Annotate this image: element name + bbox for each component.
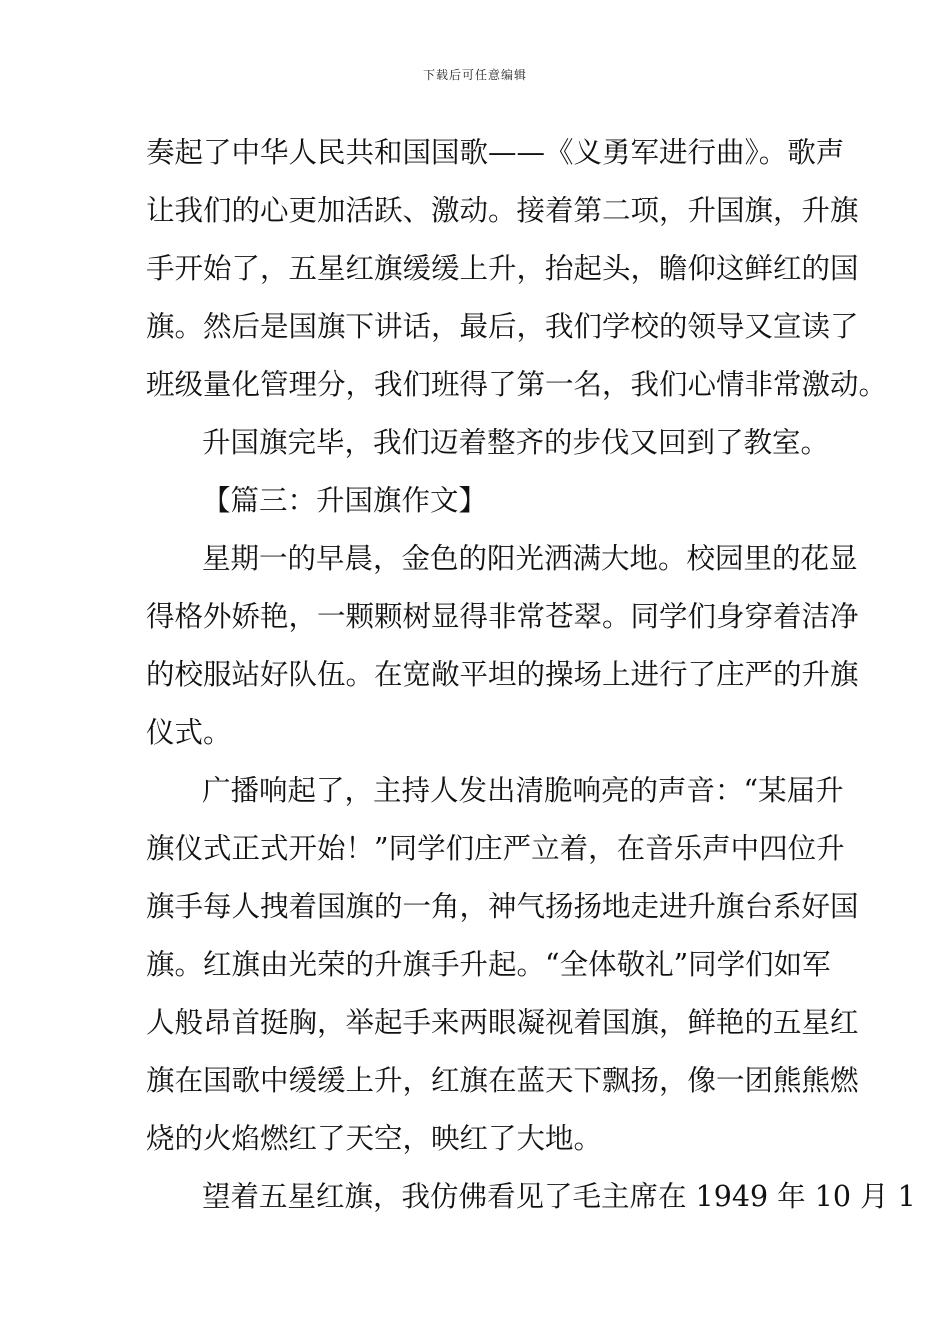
text-line: 旗。然后是国旗下讲话，最后，我们学校的领导又宣读了 bbox=[146, 310, 859, 343]
text-line: 广播响起了，主持人发出清脆响亮的声音：“某届升 bbox=[202, 774, 844, 807]
text-line: 旗仪式正式开始！”同学们庄严立着，在音乐声中四位升 bbox=[146, 832, 845, 865]
text-line: 望着五星红旗，我仿佛看见了毛主席在 1949 年 10 月 1 bbox=[202, 1180, 916, 1213]
text-line: 得格外娇艳，一颗颗树显得非常苍翠。同学们身穿着洁净 bbox=[146, 600, 859, 633]
text-line: 班级量化管理分，我们班得了第一名，我们心情非常激动。 bbox=[146, 368, 888, 401]
page-header: 下载后可任意编辑 bbox=[422, 68, 527, 82]
section-heading: 【篇三：升国旗作文】 bbox=[202, 484, 488, 517]
text-line: 让我们的心更加活跃、激动。接着第二项，升国旗，升旗 bbox=[146, 194, 859, 227]
text-line: 旗在国歌中缓缓上升，红旗在蓝天下飘扬，像一团熊熊燃 bbox=[146, 1064, 859, 1097]
text-line: 旗。红旗由光荣的升旗手升起。“全体敬礼”同学们如军 bbox=[146, 948, 831, 981]
text-line: 烧的火焰燃红了天空，映红了大地。 bbox=[146, 1122, 603, 1155]
text-line: 奏起了中华人民共和国国歌——《义勇军进行曲》。歌声 bbox=[146, 136, 845, 169]
document-body bbox=[146, 124, 916, 1226]
text-line: 手开始了，五星红旗缓缓上升，抬起头，瞻仰这鲜红的国 bbox=[146, 252, 859, 285]
text-line: 仪式。 bbox=[146, 716, 232, 749]
text-line: 的校服站好队伍。在宽敞平坦的操场上进行了庄严的升旗 bbox=[146, 658, 859, 691]
text-line: 星期一的早晨，金色的阳光洒满大地。校园里的花显 bbox=[202, 542, 858, 575]
text-line: 旗手每人拽着国旗的一角，神气扬扬地走进升旗台系好国 bbox=[146, 890, 859, 923]
text-line: 人般昂首挺胸，举起手来两眼凝视着国旗，鲜艳的五星红 bbox=[146, 1006, 859, 1039]
text-line: 升国旗完毕，我们迈着整齐的步伐又回到了教室。 bbox=[202, 426, 830, 459]
